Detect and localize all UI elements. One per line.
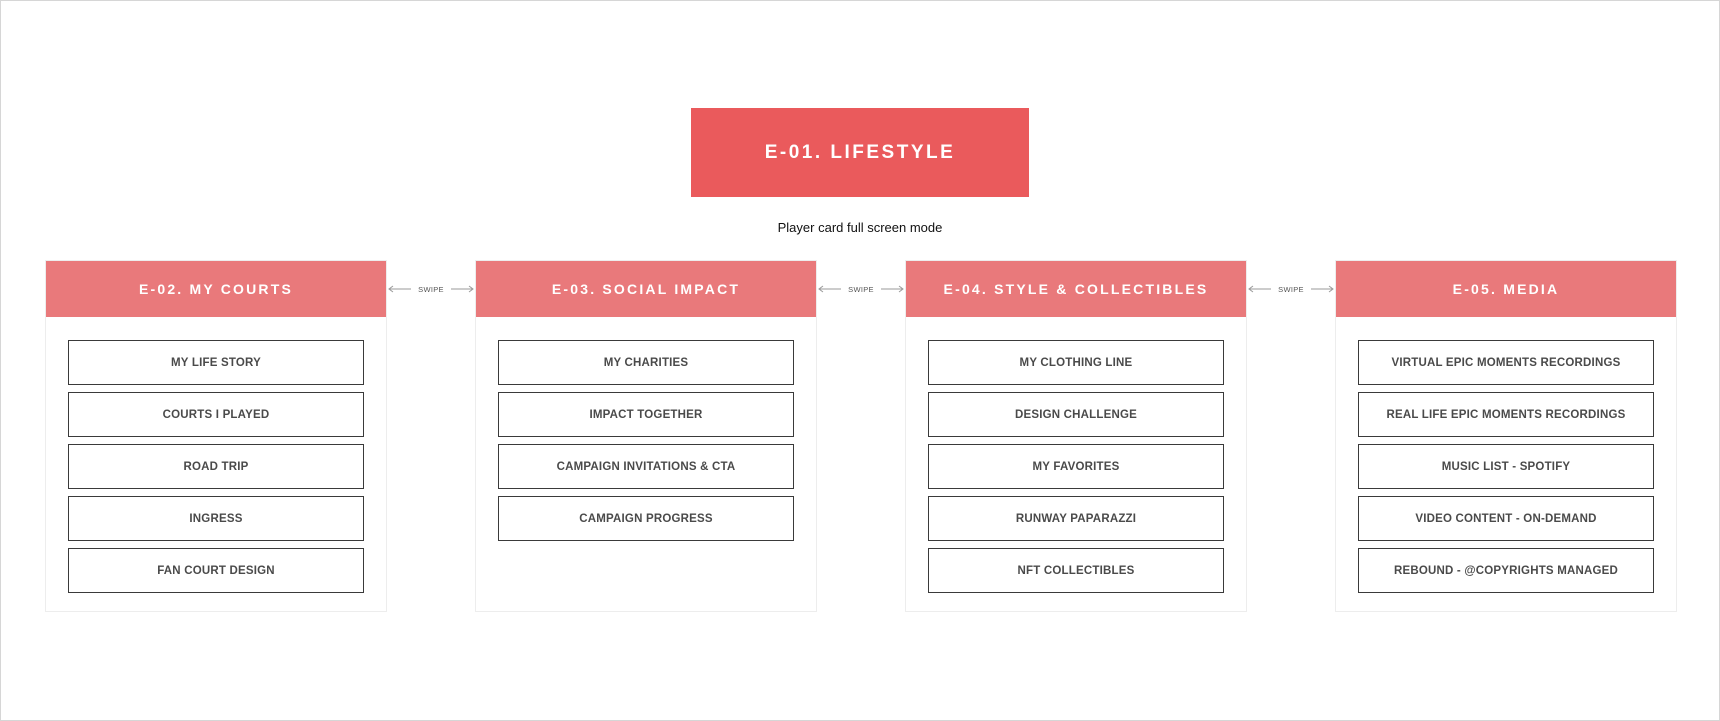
item-campaign-progress[interactable]: CAMPAIGN PROGRESS [498,496,794,541]
swipe-connector [385,281,477,297]
column-my-courts [45,260,387,612]
arrow-left-icon [388,285,412,293]
column-title: E-04. STYLE & COLLECTIBLES [943,281,1209,297]
item-rebound-copyrights[interactable]: REBOUND - @COPYRIGHTS MANAGED [1358,548,1654,593]
column-title: E-03. SOCIAL IMPACT [551,281,741,297]
column-media [1335,260,1677,612]
item-virtual-epic-moments[interactable]: VIRTUAL EPIC MOMENTS RECORDINGS [1358,340,1654,385]
column-items [906,317,1246,593]
item-my-life-story[interactable]: MY LIFE STORY [68,340,364,385]
item-ingress[interactable]: INGRESS [68,496,364,541]
item-my-charities[interactable]: MY CHARITIES [498,340,794,385]
swipe-label: SWIPE [848,284,874,294]
arrow-right-icon [880,285,904,293]
column-social-impact [475,260,817,612]
column-items [46,317,386,593]
arrow-right-icon [1310,285,1334,293]
item-campaign-invitations[interactable]: CAMPAIGN INVITATIONS & CTA [498,444,794,489]
item-my-clothing-line[interactable]: MY CLOTHING LINE [928,340,1224,385]
swipe-connector [1245,281,1337,297]
column-title: E-05. MEDIA [1452,281,1560,297]
item-my-favorites[interactable]: MY FAVORITES [928,444,1224,489]
subtitle-text: Player card full screen mode [777,220,943,235]
column-header[interactable] [46,261,386,317]
swipe-connector [815,281,907,297]
item-video-content[interactable]: VIDEO CONTENT - ON-DEMAND [1358,496,1654,541]
column-title: E-02. MY COURTS [138,281,294,297]
swipe-label: SWIPE [1278,284,1304,294]
item-runway-paparazzi[interactable]: RUNWAY PAPARAZZI [928,496,1224,541]
item-fan-court-design[interactable]: FAN COURT DESIGN [68,548,364,593]
item-impact-together[interactable]: IMPACT TOGETHER [498,392,794,437]
lifestyle-header-box[interactable] [691,108,1029,197]
item-design-challenge[interactable]: DESIGN CHALLENGE [928,392,1224,437]
lifestyle-header-title: E-01. LIFESTYLE [764,141,956,163]
arrow-left-icon [818,285,842,293]
arrow-right-icon [450,285,474,293]
item-road-trip[interactable]: ROAD TRIP [68,444,364,489]
item-music-list-spotify[interactable]: MUSIC LIST - SPOTIFY [1358,444,1654,489]
column-style-collectibles [905,260,1247,612]
arrow-left-icon [1248,285,1272,293]
column-header[interactable] [476,261,816,317]
column-header[interactable] [906,261,1246,317]
item-real-life-epic-moments[interactable]: REAL LIFE EPIC MOMENTS RECORDINGS [1358,392,1654,437]
column-items [476,317,816,541]
item-courts-i-played[interactable]: COURTS I PLAYED [68,392,364,437]
item-nft-collectibles[interactable]: NFT COLLECTIBLES [928,548,1224,593]
swipe-label: SWIPE [418,284,444,294]
column-header[interactable] [1336,261,1676,317]
column-items [1336,317,1676,593]
